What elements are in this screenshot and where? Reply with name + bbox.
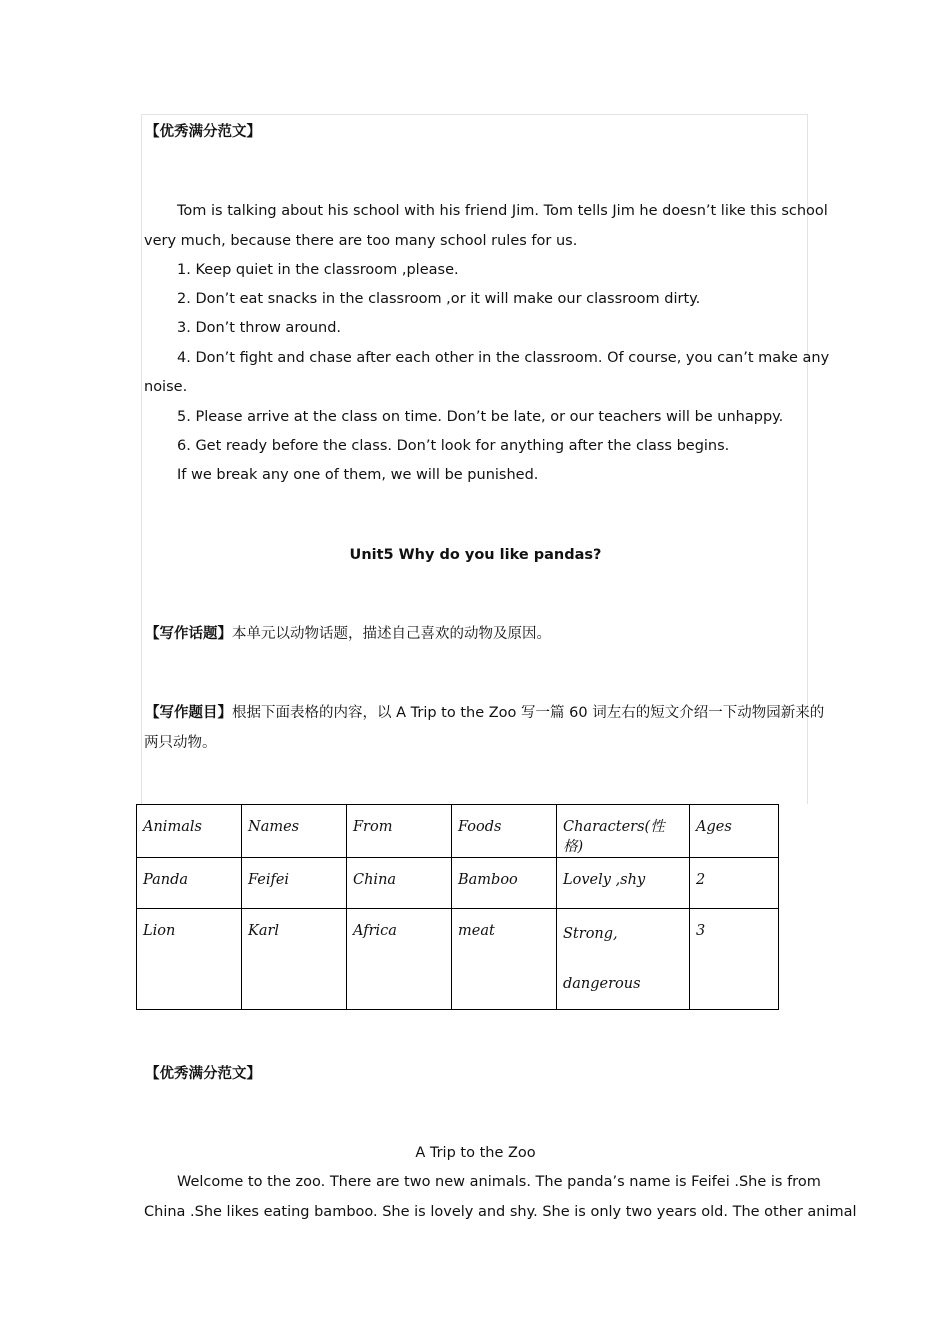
paragraph-line: very much, because there are too many school rules for us. [144,233,578,249]
essay-title: A Trip to the Zoo [415,1145,536,1161]
paragraph-line: Welcome to the zoo. There are two new animals. The panda’s name is Feifei .She is from [177,1174,821,1190]
header-cell: Characters(性格) [557,805,690,858]
rule-item: 5. Please arrive at the class on time. Don’t be late, or our teachers will be unhappy. [177,409,784,425]
paragraph-line: noise. [144,379,188,395]
topic-label: 【写作话题】 [145,626,232,642]
table-cell: Bamboo [452,858,557,909]
header-cell: Names [242,805,347,858]
rule-item: 3. Don’t throw around. [177,320,342,336]
topic-text: 本单元以动物话题，描述自己喜欢的动物及原因。 [232,626,551,642]
table-cell: Lion [137,909,242,1010]
header-cell: From [347,805,452,858]
rule-item: 2. Don’t eat snacks in the classroom ,or it will make our classroom dirty. [177,291,701,307]
table-cell: Panda [137,858,242,909]
table-cell: Strong, dangerous [557,909,690,1010]
animal-table [136,804,779,1010]
section-heading: 【优秀满分范文】 [145,124,261,140]
table-cell: Lovely ,shy [557,858,690,909]
paragraph-line: If we break any one of them, we will be punished. [177,467,539,483]
header-cell: Ages [690,805,779,858]
table-header-row [137,805,779,858]
table-cell: Africa [347,909,452,1010]
rule-item: 4. Don’t fight and chase after each other in the classroom. Of course, you can’t make any [177,350,830,366]
table-cell: Feifei [242,858,347,909]
header-cell: Animals [137,805,242,858]
writing-topic [145,624,551,644]
unit-title: Unit5 Why do you like pandas? [349,547,602,563]
prompt-text: 根据下面表格的内容，以 A Trip to the Zoo 写一篇 60 词左右的短文介绍一下动物园新来的 [232,705,825,721]
prompt-label: 【写作题目】 [145,705,232,721]
section-heading-2: 【优秀满分范文】 [145,1066,261,1082]
table-cell: meat [452,909,557,1010]
rule-item: 1. Keep quiet in the classroom ,please. [177,262,459,278]
header-cell: Foods [452,805,557,858]
table-cell: Karl [242,909,347,1010]
paragraph-line: China .She likes eating bamboo. She is lovely and shy. She is only two years old. The other animal [144,1204,857,1220]
rule-item: 6. Get ready before the class. Don’t look for anything after the class begins. [177,438,730,454]
prompt-text-cont: 两只动物。 [144,735,217,751]
table-cell: 3 [690,909,779,1010]
table-cell: 2 [690,858,779,909]
paragraph-line: Tom is talking about his school with his friend Jim. Tom tells Jim he doesn’t like this school [177,203,828,219]
table-row [137,909,779,1010]
table-cell: China [347,858,452,909]
writing-prompt [145,703,824,723]
table-row [137,858,779,909]
